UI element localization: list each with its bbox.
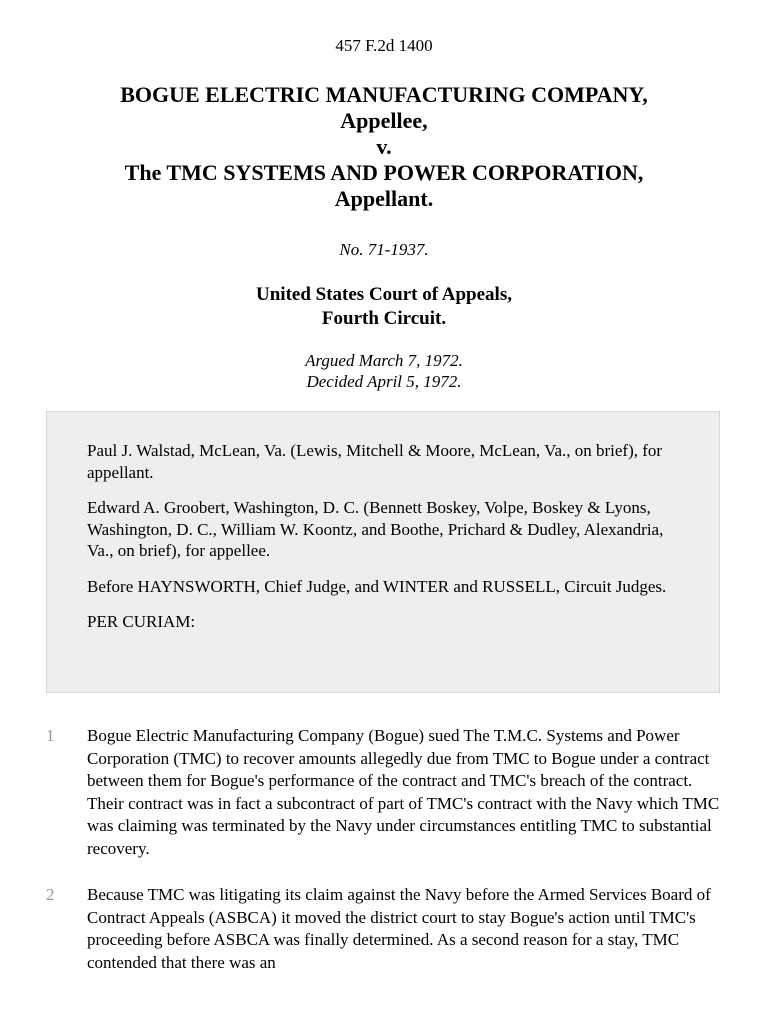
case-caption [0,82,768,212]
case-citation: 457 F.2d 1400 [335,36,433,55]
per-curiam-label: PER CURIAM: [87,612,196,631]
opinion-paragraph: Bogue Electric Manufacturing Company (Bogue) sued The T.M.C. Systems and Power Corporation (TMC) to recover amounts allegedly due from TMC to Bogue under a contract between them for Bogue's performance of the contract and TMC's breach of the contract. Their contract was in fact a subcontract of part of TMC's contract with the Navy which TMC was claiming was terminated by the Navy under circumstances entitling TMC to substantial recovery. [87,726,720,858]
appellant-role: Appellant. [334,186,434,211]
appellant-counsel: Paul J. Walstad, McLean, Va. (Lewis, Mitchell & Moore, McLean, Va., on brief), for appellant. [87,441,663,482]
case-dates [0,350,768,392]
court-name [0,283,768,331]
counsel-panel [46,411,720,693]
court-name-line1: United States Court of Appeals, [256,284,512,305]
decided-date: Decided April 5, 1972. [306,372,462,391]
paragraph-number: 2 [46,885,55,904]
appellant-name: The TMC SYSTEMS AND POWER CORPORATION, [124,160,644,185]
versus: v. [376,134,392,159]
docket-number: No. 71-1937. [339,240,429,259]
appellee-counsel: Edward A. Groobert, Washington, D. C. (Bennett Boskey, Volpe, Boskey & Lyons, Washington, D. C., William W. Koontz, and Boothe, Prichard & Dudley, Alexandria, Va., on brief), for appellee. [87,498,664,560]
paragraph-number: 1 [46,726,55,745]
appellee-name: BOGUE ELECTRIC MANUFACTURING COMPANY, [120,82,648,107]
appellee-role: Appellee, [340,108,428,133]
bench-judges: Before HAYNSWORTH, Chief Judge, and WINTER and RUSSELL, Circuit Judges. [87,576,667,596]
court-name-line2: Fourth Circuit. [321,308,447,329]
opinion-paragraph: Because TMC was litigating its claim against the Navy before the Armed Services Board of Contract Appeals (ASBCA) it moved the district court to stay Bogue's action until TMC's proceeding before ASBCA was finally determined. As a second reason for a stay, TMC contended that there was an [87,885,711,972]
argued-date: Argued March 7, 1972. [305,351,463,370]
